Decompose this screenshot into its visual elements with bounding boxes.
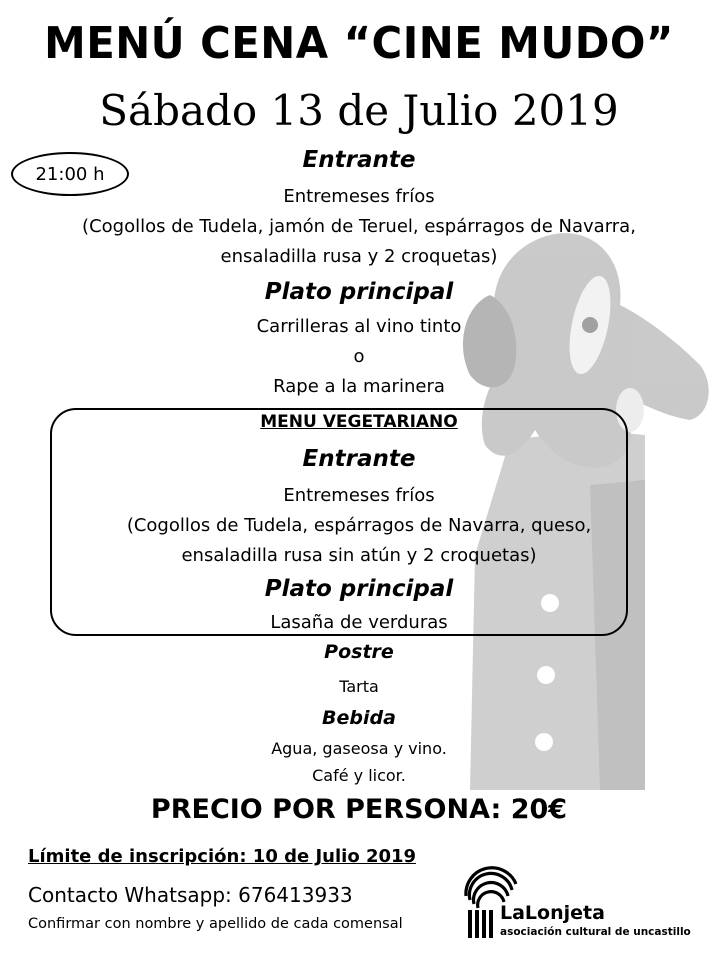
event-date: Sábado 13 de Julio 2019 bbox=[99, 86, 619, 135]
starter-details-line2: ensaladilla rusa y 2 croquetas) bbox=[220, 246, 498, 267]
drinks-line2: Café y licor. bbox=[312, 766, 406, 785]
main-option-2: Rape a la marinera bbox=[273, 376, 445, 397]
time-label: 21:00 h bbox=[35, 163, 105, 185]
confirm-note: Confirmar con nombre y apellido de cada comensal bbox=[28, 916, 403, 932]
vegetarian-details-line2: ensaladilla rusa sin atún y 2 croquetas) bbox=[181, 545, 537, 566]
starter-details-line1: (Cogollos de Tudela, jamón de Teruel, espárragos de Navarra, bbox=[82, 216, 636, 237]
registration-deadline: Límite de inscripción: 10 de Julio 2019 bbox=[28, 846, 417, 867]
main-or: o bbox=[353, 346, 365, 367]
drinks-heading: Bebida bbox=[322, 707, 396, 729]
price: PRECIO POR PERSONA: 20€ bbox=[150, 794, 568, 825]
logo-name: LaLonjeta bbox=[500, 902, 605, 924]
dessert-heading: Postre bbox=[324, 641, 394, 663]
vegetarian-starter-name: Entremeses fríos bbox=[283, 485, 435, 506]
main-heading: Plato principal bbox=[264, 279, 454, 305]
starter-heading: Entrante bbox=[302, 147, 416, 173]
vegetarian-main-dish: Lasaña de verduras bbox=[270, 612, 448, 633]
vegetarian-details-line1: (Cogollos de Tudela, espárragos de Navarra, queso, bbox=[126, 515, 592, 536]
vegetarian-starter-heading: Entrante bbox=[302, 446, 416, 472]
starter-name: Entremeses fríos bbox=[283, 186, 435, 207]
logo-subtitle: asociación cultural de uncastillo bbox=[500, 926, 691, 938]
main-option-1: Carrilleras al vino tinto bbox=[256, 316, 462, 337]
menu-title: MENÚ CENA “CINE MUDO” bbox=[44, 18, 674, 69]
vegetarian-title: MENU VEGETARIANO bbox=[260, 412, 458, 432]
drinks-line1: Agua, gaseosa y vino. bbox=[271, 739, 447, 758]
dessert-item: Tarta bbox=[339, 677, 379, 696]
vegetarian-main-heading: Plato principal bbox=[264, 576, 454, 602]
whatsapp-contact: Contacto Whatsapp: 676413933 bbox=[28, 883, 353, 907]
